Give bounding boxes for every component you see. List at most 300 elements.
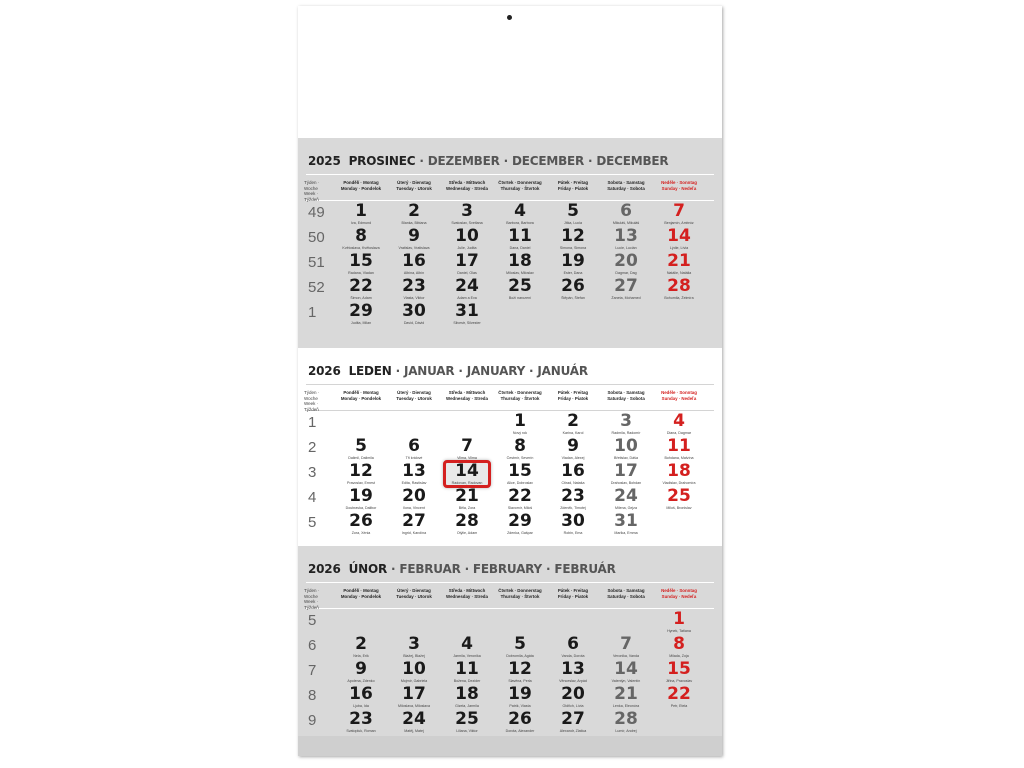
weekday-header-line: Friday · Piatok: [557, 185, 589, 191]
weekday-header: [600, 588, 652, 599]
day-number: 2: [408, 201, 420, 221]
day-number: 19: [561, 251, 585, 271]
day-number: 1: [355, 201, 367, 221]
weekday-header: [494, 390, 546, 401]
day-cell[interactable]: [653, 610, 705, 635]
name-day: Bohdana, Malvína: [664, 456, 694, 460]
day-number: 22: [667, 684, 691, 704]
day-cell[interactable]: [600, 512, 652, 537]
day-cell[interactable]: [335, 227, 387, 252]
week-column-header: [304, 390, 332, 412]
day-number: 26: [561, 276, 585, 296]
day-cell[interactable]: [335, 277, 387, 302]
day-cell[interactable]: [547, 512, 599, 537]
day-cell[interactable]: [600, 277, 652, 302]
day-number: 6: [408, 436, 420, 456]
name-day: Blanka, Bibiana: [401, 221, 427, 225]
day-cell[interactable]: [653, 437, 705, 462]
week-number: 2: [308, 439, 317, 456]
week-number: 50: [308, 229, 325, 246]
day-number: 10: [614, 436, 638, 456]
name-day: Vilma, Vilma: [457, 456, 477, 460]
day-number: 3: [461, 201, 473, 221]
day-number: 21: [667, 251, 691, 271]
day-cell[interactable]: [441, 302, 493, 327]
weekday-header-line: Thursday · Štvrtok: [500, 185, 540, 191]
name-day: Mikuláš, Mikuláš: [612, 221, 640, 225]
day-number: 23: [561, 486, 585, 506]
day-number: 10: [402, 659, 426, 679]
day-number: 14: [455, 461, 479, 481]
name-day: Diana, Dagmar: [666, 431, 692, 435]
name-day: Šimon, Adam: [350, 296, 372, 300]
day-cell[interactable]: [547, 660, 599, 685]
day-number: 4: [514, 201, 526, 221]
day-cell[interactable]: [547, 487, 599, 512]
day-number: 6: [567, 634, 579, 654]
name-day: Simona, Simona: [559, 246, 587, 250]
day-cell[interactable]: [653, 277, 705, 302]
weekday-header-line: Pátek · Freitag: [557, 180, 589, 185]
week-number: 4: [308, 489, 317, 506]
name-day: Milada, Zoja: [669, 654, 689, 658]
weekday-header-line: Tuesday · Utorok: [396, 395, 432, 401]
day-cell[interactable]: [600, 202, 652, 227]
month-name: PROSINEC: [348, 154, 416, 168]
day-number: 25: [508, 276, 532, 296]
day-number: 25: [667, 486, 691, 506]
day-number: 12: [349, 461, 373, 481]
day-cell[interactable]: [547, 277, 599, 302]
day-cell[interactable]: [494, 412, 546, 437]
name-day: Barbora, Barbora: [506, 221, 534, 225]
day-cell[interactable]: [600, 487, 652, 512]
day-number: 22: [349, 276, 373, 296]
weekday-header: [335, 588, 387, 599]
wall-calendar: [298, 6, 722, 756]
day-number: 20: [614, 251, 638, 271]
header-rule: [306, 608, 714, 609]
weekday-header-line: Středa · Mittwoch: [448, 180, 486, 185]
day-number: 31: [614, 511, 638, 531]
weekday-header: [335, 180, 387, 191]
name-day: Božena, Dezider: [453, 679, 481, 683]
name-day: David, Dávid: [403, 321, 425, 325]
weekday-header-line: Neděle · Sonntag: [661, 390, 697, 395]
day-cell[interactable]: [494, 635, 546, 660]
name-day: Běla, Zora: [458, 506, 476, 510]
name-day: Otýlie, Adam: [456, 531, 478, 535]
day-number: 25: [455, 709, 479, 729]
day-cell[interactable]: [388, 487, 440, 512]
day-number: 21: [455, 486, 479, 506]
name-day: Radovan, Radovan: [451, 481, 483, 485]
name-day: Petr, Etela: [670, 704, 688, 708]
day-cell[interactable]: [441, 710, 493, 735]
day-number: 16: [349, 684, 373, 704]
day-cell[interactable]: [547, 437, 599, 462]
day-cell[interactable]: [600, 437, 652, 462]
day-cell[interactable]: [600, 660, 652, 685]
name-day: Vlasta, Viktor: [403, 296, 425, 300]
header-rule: [306, 410, 714, 411]
name-day: Albína, Albín: [403, 271, 425, 275]
weekday-header-line: Úterý · Dienstag: [397, 588, 431, 593]
day-cell[interactable]: [653, 202, 705, 227]
weekday-header: [388, 180, 440, 191]
day-number: 27: [561, 709, 585, 729]
day-cell[interactable]: [335, 685, 387, 710]
day-cell[interactable]: [388, 660, 440, 685]
day-cell[interactable]: [388, 635, 440, 660]
month-name: LEDEN: [348, 364, 392, 378]
day-cell[interactable]: [441, 685, 493, 710]
name-day: Nela, Erik: [353, 654, 369, 658]
name-day: Ilona, Vincent: [403, 506, 425, 510]
weekday-header: [335, 390, 387, 401]
day-cell[interactable]: [388, 252, 440, 277]
weekday-header-line: Středa · Mittwoch: [448, 390, 486, 395]
day-number: 23: [349, 709, 373, 729]
day-cell[interactable]: [335, 512, 387, 537]
week-header-line: Týden · Woche: [304, 390, 320, 401]
day-number: 29: [349, 301, 373, 321]
day-cell[interactable]: [335, 252, 387, 277]
name-day: Alexandr, Zlatica: [559, 729, 587, 733]
weekday-header-line: Monday · Pondelok: [340, 593, 382, 599]
weekday-header-line: Sunday · Nedeľa: [661, 593, 697, 599]
day-number: 4: [461, 634, 473, 654]
weekday-header: [547, 180, 599, 191]
day-cell[interactable]: [600, 252, 652, 277]
day-number: 13: [402, 461, 426, 481]
name-day: Marika, Emma: [614, 531, 638, 535]
name-day: Karina, Karol: [562, 431, 584, 435]
day-number: 21: [614, 684, 638, 704]
day-number: 9: [567, 436, 579, 456]
month-name-foreign: · JANUAR · JANUARY · JANUÁR: [391, 364, 588, 378]
name-day: Slavěna, Perla: [508, 679, 532, 683]
day-number: 7: [673, 201, 685, 221]
day-cell[interactable]: [600, 412, 652, 437]
week-number: 6: [308, 637, 317, 654]
day-number: 10: [455, 226, 479, 246]
name-day: Julie, Judita: [457, 246, 477, 250]
name-day: Pravoslav, Ernest: [347, 481, 375, 485]
week-number: 3: [308, 464, 317, 481]
day-cell[interactable]: [335, 710, 387, 735]
day-cell[interactable]: [653, 685, 705, 710]
name-day: Dalimil, Dalimila: [348, 456, 374, 460]
day-cell[interactable]: [653, 660, 705, 685]
day-cell[interactable]: [388, 302, 440, 327]
day-number: 5: [567, 201, 579, 221]
name-day: Vladislav, Drahomíra: [662, 481, 696, 485]
name-day: Veronika, Vanda: [612, 654, 640, 658]
day-cell[interactable]: [547, 685, 599, 710]
weekday-header-line: Saturday · Sobota: [607, 593, 645, 599]
day-number: 24: [455, 276, 479, 296]
day-cell[interactable]: [547, 252, 599, 277]
name-day: Jitka, Lucia: [564, 221, 582, 225]
day-number: 27: [614, 276, 638, 296]
day-number: 4: [673, 411, 685, 431]
weekday-header-line: Neděle · Sonntag: [661, 588, 697, 593]
day-number: 7: [620, 634, 632, 654]
day-cell[interactable]: [653, 487, 705, 512]
day-cell[interactable]: [441, 277, 493, 302]
week-header-line: Week · Týždeň: [304, 599, 319, 610]
name-day: Ingrid, Karolína: [401, 531, 427, 535]
name-day: Natálie, Natália: [666, 271, 692, 275]
day-cell[interactable]: [335, 462, 387, 487]
weekday-header-line: Thursday · Štvrtok: [500, 395, 540, 401]
name-day: Milena, Gejza: [615, 506, 637, 510]
name-day: Dana, Daniel: [509, 246, 531, 250]
day-number: 20: [402, 486, 426, 506]
name-day: Miloslav, Miloslav: [506, 271, 534, 275]
day-number: 11: [667, 436, 691, 456]
day-cell[interactable]: [653, 227, 705, 252]
day-cell[interactable]: [441, 660, 493, 685]
week-header-line: Week · Týždeň: [304, 401, 319, 412]
day-cell[interactable]: [388, 227, 440, 252]
day-number: 15: [508, 461, 532, 481]
day-cell[interactable]: [441, 437, 493, 462]
weekday-header-line: Sunday · Nedeľa: [661, 395, 697, 401]
day-cell[interactable]: [547, 462, 599, 487]
month-year: 2025: [308, 154, 341, 168]
day-number: 14: [667, 226, 691, 246]
day-cell[interactable]: [547, 227, 599, 252]
day-number: 15: [667, 659, 691, 679]
weekday-header: [547, 588, 599, 599]
day-cell[interactable]: [653, 252, 705, 277]
day-cell[interactable]: [600, 685, 652, 710]
day-cell[interactable]: [653, 635, 705, 660]
weekday-header-line: Saturday · Sobota: [607, 185, 645, 191]
name-day: Apolena, Zdenko: [347, 679, 375, 683]
name-day: Mojmír, Gabriela: [400, 679, 428, 683]
day-cell[interactable]: [494, 437, 546, 462]
name-day: Oldřich, Lívia: [562, 704, 584, 708]
week-number: 8: [308, 687, 317, 704]
day-number: 19: [349, 486, 373, 506]
day-cell[interactable]: [441, 252, 493, 277]
name-day: Žaneta, Mohamed: [611, 296, 641, 300]
name-day: Vanda, Dorota: [561, 654, 585, 658]
day-number: 28: [614, 709, 638, 729]
name-day: Miloslava, Miloslava: [398, 704, 430, 708]
header-rule: [306, 582, 714, 583]
weekday-header: [494, 588, 546, 599]
name-day: Jiřina, Pravoslav: [665, 679, 693, 683]
month-section: [298, 138, 722, 348]
day-cell[interactable]: [441, 487, 493, 512]
weekday-header: [494, 180, 546, 191]
day-cell[interactable]: [335, 660, 387, 685]
day-number: 2: [567, 411, 579, 431]
day-number: 9: [408, 226, 420, 246]
day-number: 30: [402, 301, 426, 321]
name-day: Čestmír, Severín: [506, 456, 534, 460]
name-day: Liliana, Viktor: [456, 729, 478, 733]
name-day: Zdeněk, Timotej: [560, 506, 586, 510]
day-number: 16: [402, 251, 426, 271]
month-year: 2026: [308, 562, 341, 576]
day-number: 8: [673, 634, 685, 654]
day-number: 1: [514, 411, 526, 431]
day-cell[interactable]: [547, 202, 599, 227]
name-day: Edita, Rastislav: [401, 481, 427, 485]
name-day: Hynek, Tatiana: [667, 629, 691, 633]
day-cell[interactable]: [441, 227, 493, 252]
day-cell[interactable]: [335, 302, 387, 327]
day-number: 1: [673, 609, 685, 629]
day-cell[interactable]: [494, 512, 546, 537]
day-cell[interactable]: [335, 437, 387, 462]
day-number: 13: [561, 659, 585, 679]
day-cell[interactable]: [600, 462, 652, 487]
day-cell[interactable]: [600, 635, 652, 660]
weekday-header: [653, 180, 705, 191]
weekday-header: [600, 390, 652, 401]
name-day: Valentýn, Valentín: [611, 679, 641, 683]
name-day: Vratislav, Vratislava: [398, 246, 430, 250]
day-number: 29: [508, 511, 532, 531]
day-cell[interactable]: [494, 487, 546, 512]
month-section: [298, 546, 722, 756]
name-day: Benjamín, Ambróz: [664, 221, 694, 225]
day-cell[interactable]: [441, 202, 493, 227]
day-cell[interactable]: [388, 710, 440, 735]
header-rule: [306, 200, 714, 201]
day-cell[interactable]: [388, 202, 440, 227]
weekday-header-line: Čtvrtek · Donnerstag: [498, 588, 542, 593]
week-header-line: Week · Týždeň: [304, 191, 319, 202]
month-title: [308, 359, 588, 383]
weekday-header-line: Čtvrtek · Donnerstag: [498, 180, 542, 185]
name-day: Věnceslav, Arpád: [559, 679, 587, 683]
day-cell[interactable]: [494, 710, 546, 735]
day-cell[interactable]: [653, 412, 705, 437]
day-number: 3: [620, 411, 632, 431]
week-header-line: Týden · Woche: [304, 588, 320, 599]
day-cell[interactable]: [494, 202, 546, 227]
day-number: 16: [561, 461, 585, 481]
day-cell[interactable]: [441, 462, 493, 487]
weekday-header-line: Wednesday · Streda: [446, 593, 488, 599]
day-number: 5: [355, 436, 367, 456]
day-number: 27: [402, 511, 426, 531]
day-cell[interactable]: [494, 277, 546, 302]
day-cell[interactable]: [388, 685, 440, 710]
name-day: Boží narození: [508, 296, 532, 300]
day-cell[interactable]: [547, 635, 599, 660]
day-number: 19: [508, 684, 532, 704]
name-day: Jarmila, Veronika: [453, 654, 481, 658]
day-cell[interactable]: [600, 227, 652, 252]
day-cell[interactable]: [494, 227, 546, 252]
weekday-header-line: Neděle · Sonntag: [661, 180, 697, 185]
day-number: 15: [349, 251, 373, 271]
day-cell[interactable]: [335, 487, 387, 512]
day-number: 28: [667, 276, 691, 296]
day-cell[interactable]: [494, 252, 546, 277]
day-cell[interactable]: [388, 512, 440, 537]
day-number: 8: [355, 226, 367, 246]
week-number: 51: [308, 254, 325, 271]
name-day: Dobromila, Agáta: [506, 654, 534, 658]
weekday-header: [388, 390, 440, 401]
day-cell[interactable]: [335, 202, 387, 227]
day-number: 2: [355, 634, 367, 654]
name-day: Dorota, Alexander: [505, 729, 535, 733]
day-cell[interactable]: [335, 635, 387, 660]
name-day: Vladan, Alexej: [561, 456, 585, 460]
day-number: 14: [614, 659, 638, 679]
weekday-header-line: Pondělí · Montag: [343, 180, 379, 185]
week-column-header: [304, 180, 332, 202]
day-cell[interactable]: [388, 462, 440, 487]
name-day: Bohumila, Želmíra: [664, 296, 694, 300]
month-name: ÚNOR: [348, 562, 388, 576]
day-cell[interactable]: [494, 685, 546, 710]
day-number: 22: [508, 486, 532, 506]
weekday-header-line: Sobota · Samstag: [607, 180, 645, 185]
name-day: Zora, Xénia: [351, 531, 371, 535]
month-title: [308, 557, 616, 581]
month-name-foreign: · FEBRUAR · FEBRUARY · FEBRUÁR: [387, 562, 616, 576]
name-day: Ctirad, Nataša: [561, 481, 585, 485]
name-day: Svatopluk, Roman: [346, 729, 376, 733]
day-cell[interactable]: [494, 462, 546, 487]
day-cell[interactable]: [547, 710, 599, 735]
day-cell[interactable]: [441, 635, 493, 660]
name-day: Zdenka, Gašpar: [507, 531, 533, 535]
name-day: Doubravka, Dalibor: [345, 506, 377, 510]
day-number: 11: [508, 226, 532, 246]
weekday-header-line: Sobota · Samstag: [607, 588, 645, 593]
day-number: 23: [402, 276, 426, 296]
weekday-header-line: Friday · Piatok: [557, 395, 589, 401]
month-year: 2026: [308, 364, 341, 378]
name-day: Drahoslav, Bohdan: [610, 481, 642, 485]
weekday-header-line: Pátek · Freitag: [557, 390, 589, 395]
day-cell[interactable]: [388, 437, 440, 462]
day-cell[interactable]: [494, 660, 546, 685]
calendar-header-blank: [298, 6, 722, 139]
name-day: Břetislav, Dáša: [614, 456, 638, 460]
day-cell[interactable]: [653, 462, 705, 487]
name-day: Gizela, Jarmila: [455, 704, 479, 708]
day-number: 13: [614, 226, 638, 246]
weekday-header: [653, 390, 705, 401]
day-cell[interactable]: [547, 412, 599, 437]
weekday-header: [441, 180, 493, 191]
day-cell[interactable]: [441, 512, 493, 537]
day-cell[interactable]: [600, 710, 652, 735]
name-day: Tři králové: [405, 456, 423, 460]
name-day: Svatoslav, Svetlana: [451, 221, 483, 225]
day-number: 8: [514, 436, 526, 456]
day-number: 31: [455, 301, 479, 321]
day-cell[interactable]: [388, 277, 440, 302]
day-number: 12: [508, 659, 532, 679]
weekday-header-line: Sunday · Nedeľa: [661, 185, 697, 191]
day-number: 24: [402, 709, 426, 729]
month-name-foreign: · DEZEMBER · DECEMBER · DECEMBER: [415, 154, 669, 168]
